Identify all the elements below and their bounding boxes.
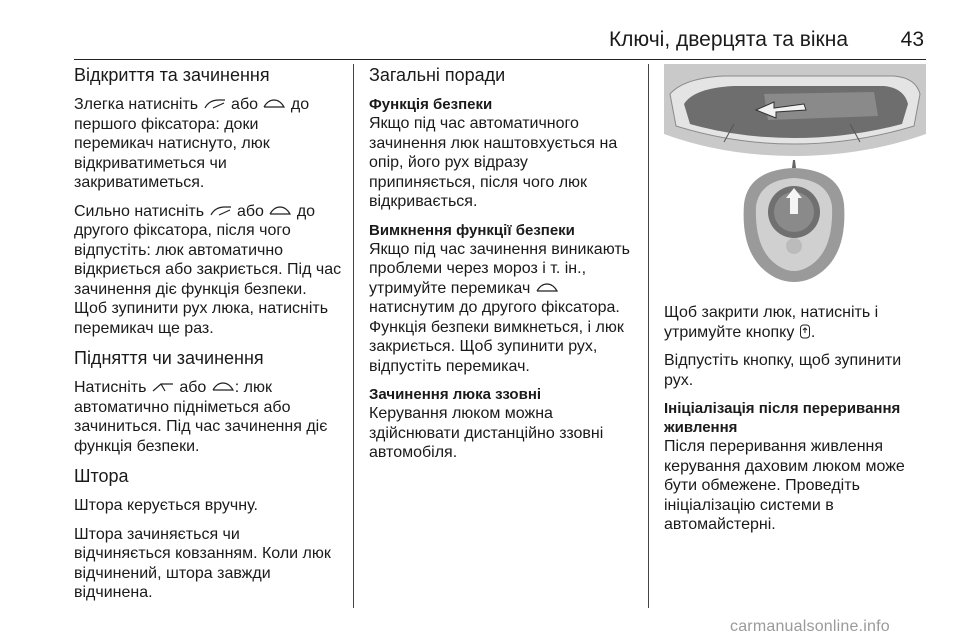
text-line: другого фіксатора, після чого bbox=[74, 222, 291, 239]
text-line: Злегка натисніть bbox=[74, 96, 199, 113]
sunroof-open-symbol-icon bbox=[203, 98, 227, 110]
text-line: зачинення люк наштовхується на bbox=[369, 134, 618, 152]
heading-initialization bbox=[664, 399, 926, 437]
paragraph-disable-safety bbox=[369, 240, 639, 377]
text-line: Щоб закрити люк, натисніть і bbox=[664, 304, 879, 321]
key-fob-drawing bbox=[664, 156, 926, 289]
text-line: припиняється, після чого люк bbox=[369, 173, 588, 191]
text-line: перемикач ще раз. bbox=[74, 319, 214, 337]
text-line: утримуйте перемикач bbox=[369, 279, 531, 297]
text-line: рух. bbox=[664, 371, 694, 389]
heading-shade: Штора bbox=[74, 466, 129, 486]
text-line: проблеми через мороз і т. ін., bbox=[369, 260, 587, 277]
sunroof-close-symbol-icon bbox=[211, 381, 235, 393]
text-line: закриється. Щоб зупинити рух, bbox=[369, 338, 598, 355]
text-line: автомобіля. bbox=[369, 444, 458, 461]
text-line: відчинений, штора завжди bbox=[74, 564, 271, 582]
heading-open-close: Відкриття та зачинення bbox=[74, 65, 270, 85]
text-line: автоматично підніметься або bbox=[74, 398, 291, 416]
text-line: ініціалізацію системи в bbox=[664, 496, 834, 514]
page-header-title: Ключі, дверцята та вікна bbox=[608, 28, 848, 51]
text-line: опір, його рух відразу bbox=[369, 154, 528, 171]
key-lock-symbol-icon bbox=[799, 324, 811, 339]
paragraph-release-key bbox=[664, 351, 926, 390]
column-left bbox=[74, 64, 350, 612]
page-number: 43 bbox=[900, 28, 924, 51]
text-line: перемикач натиснуто, люк bbox=[74, 135, 270, 152]
text-line: Відпустіть кнопку, щоб зупинити bbox=[664, 352, 902, 369]
text-line: до bbox=[296, 202, 316, 220]
text-line: : люк bbox=[234, 379, 272, 396]
paragraph-shade-manual bbox=[74, 496, 350, 516]
text-line: відкривається. bbox=[369, 193, 478, 210]
heading-disable-safety: Вимкнення функції безпеки bbox=[369, 221, 575, 239]
paragraph-safety bbox=[369, 114, 639, 212]
text-line: керування даховим люком може bbox=[664, 457, 905, 475]
paragraph-strong-press bbox=[74, 202, 350, 339]
paragraph-close-outside bbox=[369, 404, 639, 463]
text-line: закриватиметься. bbox=[74, 174, 205, 191]
text-line: . bbox=[810, 323, 816, 341]
text-line: натиснутим до другого фіксатора. bbox=[369, 299, 620, 316]
heading-general-advice: Загальні поради bbox=[369, 65, 506, 85]
text-line: відчинена. bbox=[74, 584, 153, 601]
header-divider bbox=[74, 59, 926, 60]
text-line: Якщо під час автоматичного bbox=[369, 115, 579, 132]
text-line: або bbox=[231, 96, 259, 113]
column-divider-right bbox=[648, 64, 649, 608]
text-line: відкриється або закриється. Під час bbox=[74, 261, 342, 278]
text-line: утримуйте кнопку bbox=[664, 323, 795, 341]
text-line: першого фіксатора: доки bbox=[74, 115, 259, 133]
heading-safety-function: Функція безпеки bbox=[369, 96, 493, 113]
paragraph-initialization bbox=[664, 437, 926, 535]
text-line: Якщо під час зачинення виникають bbox=[369, 240, 631, 258]
sunroof-open-symbol-icon bbox=[209, 205, 233, 217]
text-line: відчиняється ковзанням. Коли люк bbox=[74, 545, 331, 562]
text-line: живлення bbox=[664, 419, 738, 436]
text-line: зачинення діє функція безпеки. bbox=[74, 280, 307, 298]
sunroof-drawing bbox=[664, 64, 926, 156]
text-line: Штора зачиняється чи bbox=[74, 525, 240, 543]
column-right bbox=[664, 64, 926, 544]
column-middle bbox=[369, 64, 639, 472]
text-line: Після переривання живлення bbox=[664, 438, 884, 455]
text-line: Натисніть bbox=[74, 379, 147, 396]
text-line: відпустіть: люк автоматично bbox=[74, 241, 284, 259]
text-line: зачиниться. Під час зачинення діє bbox=[74, 418, 328, 435]
sunroof-close-symbol-icon bbox=[268, 205, 292, 217]
paragraph-close-key bbox=[664, 303, 926, 342]
sunroof-close-symbol-icon bbox=[262, 98, 286, 110]
paragraph-slight-press bbox=[74, 95, 350, 193]
text-line: функція безпеки. bbox=[74, 437, 200, 455]
sunroof-tilt-symbol-icon bbox=[151, 381, 175, 393]
heading-close-outside: Зачинення люка ззовні bbox=[369, 386, 542, 403]
text-line: відкриватиметься чи bbox=[74, 154, 227, 172]
text-line: до bbox=[290, 96, 310, 113]
text-line: Керування люком можна bbox=[369, 405, 553, 422]
sunroof-close-symbol-icon bbox=[535, 282, 559, 294]
text-line: Функція безпеки вимкнеться, і люк bbox=[369, 318, 624, 336]
text-line: Сильно натисніть bbox=[74, 202, 205, 220]
text-line: або bbox=[179, 379, 207, 396]
paragraph-shade-slide bbox=[74, 525, 350, 603]
heading-lift-close: Підняття чи зачинення bbox=[74, 348, 264, 368]
text-line: Ініціалізація після переривання bbox=[664, 400, 901, 417]
sunroof-key-illustration bbox=[664, 64, 926, 289]
text-line: здійснювати дистанційно ззовні bbox=[369, 424, 604, 442]
text-line: Щоб зупинити рух люка, натисніть bbox=[74, 300, 329, 317]
text-line: Штора керується вручну. bbox=[74, 497, 258, 514]
watermark: carmanualsonline.info bbox=[730, 618, 890, 635]
text-line: бути обмежене. Проведіть bbox=[664, 477, 860, 494]
text-line: або bbox=[236, 202, 264, 220]
column-divider-left bbox=[353, 64, 354, 608]
text-line: автомайстерні. bbox=[664, 516, 776, 533]
paragraph-lift bbox=[74, 378, 350, 456]
text-line: відпустіть перемикач. bbox=[369, 357, 530, 375]
